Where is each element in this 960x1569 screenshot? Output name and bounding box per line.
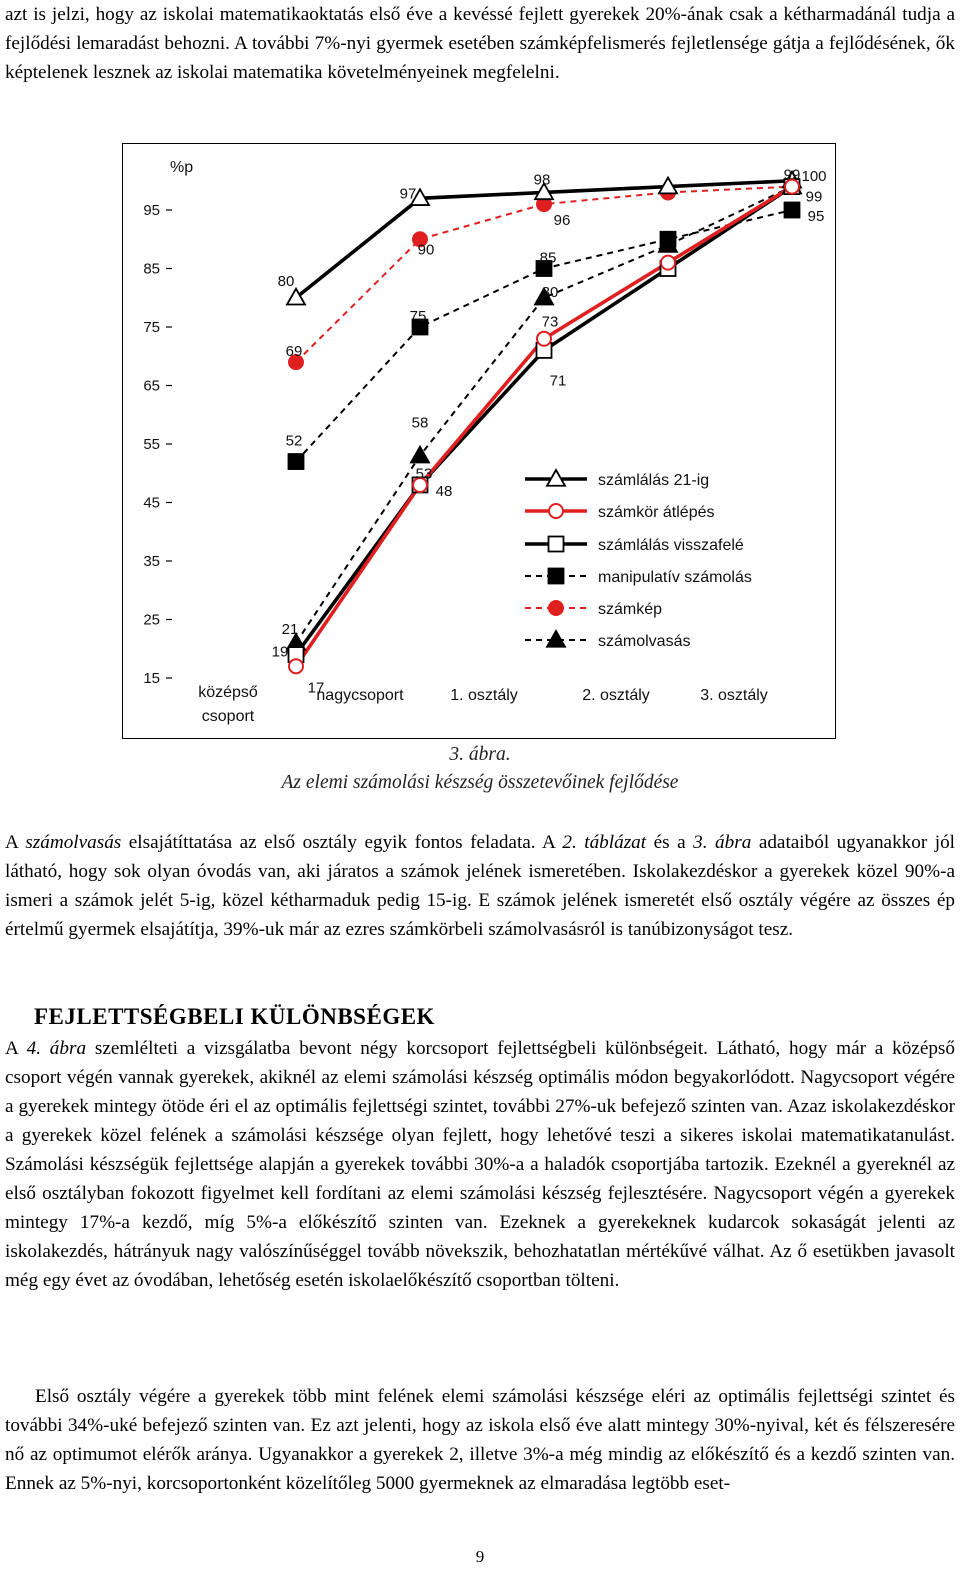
data-label: 85 xyxy=(539,249,557,267)
x-category-label: nagycsoport xyxy=(316,687,404,704)
p2-text-a: A xyxy=(5,1038,27,1059)
y-tick-label: 85 xyxy=(143,260,160,278)
data-label: 99 xyxy=(783,166,801,184)
y-tick-label: 25 xyxy=(143,611,160,629)
p2-ref-figure: 4. ábra xyxy=(26,1038,87,1059)
figure-number: 3. ábra. xyxy=(449,744,511,765)
p1-emph-szamolvasas: számolvasás xyxy=(25,832,122,853)
y-tick-label: 35 xyxy=(143,553,160,570)
x-category-label-line2: csoport xyxy=(201,708,255,725)
data-point-1-3 xyxy=(661,256,675,270)
y-tick-label: 15 xyxy=(143,670,160,687)
x-category-label: 3. osztály xyxy=(700,687,768,704)
body-paragraph-2 xyxy=(5,1034,955,1295)
y-tick-label: 75 xyxy=(143,319,160,336)
data-point-3-0 xyxy=(289,454,304,469)
x-category-label: 1. osztály xyxy=(450,687,518,704)
p1-text-c: és a xyxy=(646,832,694,853)
x-category-label: középső xyxy=(198,684,258,701)
data-label: 95 xyxy=(807,208,825,225)
x-category-label: 2. osztály xyxy=(582,687,650,704)
data-label-extra: 58 xyxy=(411,414,429,432)
legend-marker xyxy=(549,601,563,615)
figure-title: Az elemi számolási készség összetevőinek fejlődése xyxy=(281,772,679,793)
p1-ref-figure: 3. ábra xyxy=(693,832,752,853)
data-label: 75 xyxy=(409,308,427,325)
data-label: 99 xyxy=(805,188,823,206)
data-label: 52 xyxy=(285,432,303,450)
y-tick-label: 55 xyxy=(143,436,160,453)
section-heading: FEJLETTSÉGBELI KÜLÖNBSÉGEK xyxy=(34,1004,435,1029)
y-tick-label: 65 xyxy=(143,377,160,395)
data-label: 100 xyxy=(801,167,827,185)
p1-text-a: A xyxy=(5,832,26,853)
legend-label: manipulatív számolás xyxy=(598,569,752,586)
data-label: 96 xyxy=(553,212,571,230)
y-tick-label: 45 xyxy=(143,494,160,512)
data-label: 21 xyxy=(281,620,299,638)
legend-label: számolvasás xyxy=(598,633,691,650)
body-paragraph-1 xyxy=(5,828,955,944)
p1-text-b: elsajátíttatása az első osztály egyik fontos feladata. A xyxy=(121,832,563,853)
data-label: 90 xyxy=(417,241,435,259)
data-point-1-0 xyxy=(289,659,303,673)
page-number: 9 xyxy=(475,1547,485,1566)
data-point-1-2 xyxy=(537,332,551,346)
y-tick-label: 95 xyxy=(143,202,160,219)
data-label: 53 xyxy=(415,465,433,483)
y-axis-label: %p xyxy=(170,159,194,176)
data-label: 71 xyxy=(549,372,567,390)
data-label: 80 xyxy=(277,272,295,290)
line-chart xyxy=(122,143,836,739)
body-paragraph-3: Első osztály végére a gyerekek több mint felének elemi számolási készsége eléri az optimális fejlettségi szintet és további 34%-uké befejező szinten van. Ez azt jelenti, hogy az iskola első éve alatt mintegy 30%-nyival, két és félszeresére nő az optimumot elérők aránya. Ugyanakkor a gyerekek 2, illetve 3%-a még mindig az előkészítő és a kezdő szinten van. Ennek az 5%-nyi, korcsoportonként közelítőleg 5000 gyermeknek az elmaradása legtöbb eset- xyxy=(5,1386,955,1494)
intro-paragraph: azt is jelzi, hogy az iskolai matematikaoktatás első éve a kevéssé fejlett gyerekek 20%-ának csak a kétharmadánál tudja a fejlődési lemaradást behozni. A további 7%-nyi gyermek esetében számképfelismerés fejletlensége gátja a fejlődésének, ők képtelenek lesznek az iskolai matematika követelményeinek megfelelni. xyxy=(5,4,955,83)
data-label: 73 xyxy=(541,313,559,331)
p1-ref-table: 2. táblázat xyxy=(562,832,647,853)
data-label: 69 xyxy=(285,343,303,361)
data-label: 17 xyxy=(307,679,325,697)
legend-marker xyxy=(549,569,564,584)
data-label: 97 xyxy=(399,185,417,203)
legend-label: számlálás visszafelé xyxy=(598,537,744,554)
legend-label: számkör átlépés xyxy=(598,504,715,521)
data-point-3-4 xyxy=(785,203,800,218)
data-label: 98 xyxy=(533,171,551,189)
legend-marker xyxy=(547,631,565,647)
data-label: 48 xyxy=(435,482,453,500)
legend-label: számkép xyxy=(598,601,663,618)
p1-text-d: adataiból ugyanakkor jól látható, hogy sok olyan óvodás van, aki járatos a számok jelének ismeretében. Iskolakezdéskor a gyerekek közel 90%-a ismeri a számok jelét 5-ig, közel kétharmaduk pedig 15-ig. E számok jelének ismeretét első osztály végére az összes ép értelmű gyermek elsajátítja, 39%-uk már az ezres számkörbeli számolvasásról is tanúbizonyságot tesz. xyxy=(5,832,956,940)
legend-marker xyxy=(549,537,564,552)
legend-marker xyxy=(549,504,563,518)
data-label: 80 xyxy=(541,283,559,301)
legend-label: számlálás 21-ig xyxy=(598,472,710,489)
data-label: 19 xyxy=(271,643,289,661)
p2-text-b: szemlélteti a vizsgálatba bevont négy korcsoport fejlettségbeli különbségeit. Látható, hogy már a középső csoport végén vannak gyerekek, akiknél az elemi számolási készség optimális módon begyakorlódott. Nagycsoport végére a gyerekek mintegy ötöde éri el az optimális fejlettségi szintet, további 27%-uk befejező szinten van. Azaz iskolakezdéskor a gyerekek közel felének a számolási készsége olyan fejlett, hogy lehetővé teszi a sikeres iskolai matematikatanulást. Számolási készségük fejlettsége alapján a gyerekek további 30%-a a haladók csoportjába tartozik. Ezeknél a gyereknél az első osztályban fokozott figyelmet kell fordítani az elemi számolási készség fejlesztésére. Nagycsoport végén a gyerekek mintegy 17%-a kezdő, míg 5%-a előkészítő szinten van. Ezeknek a gyerekeknek kudarcok sokaságát jelenti az iskolakezdés, hátrányuk nagy valószínűséggel tovább növekszik, behozhatatlan mértékűvé válhat. Az ő esetükben javasolt még egy évet az óvodában, lehetőség esetén iskolaelőkészítő csoportban tölteni. xyxy=(5,1038,955,1291)
